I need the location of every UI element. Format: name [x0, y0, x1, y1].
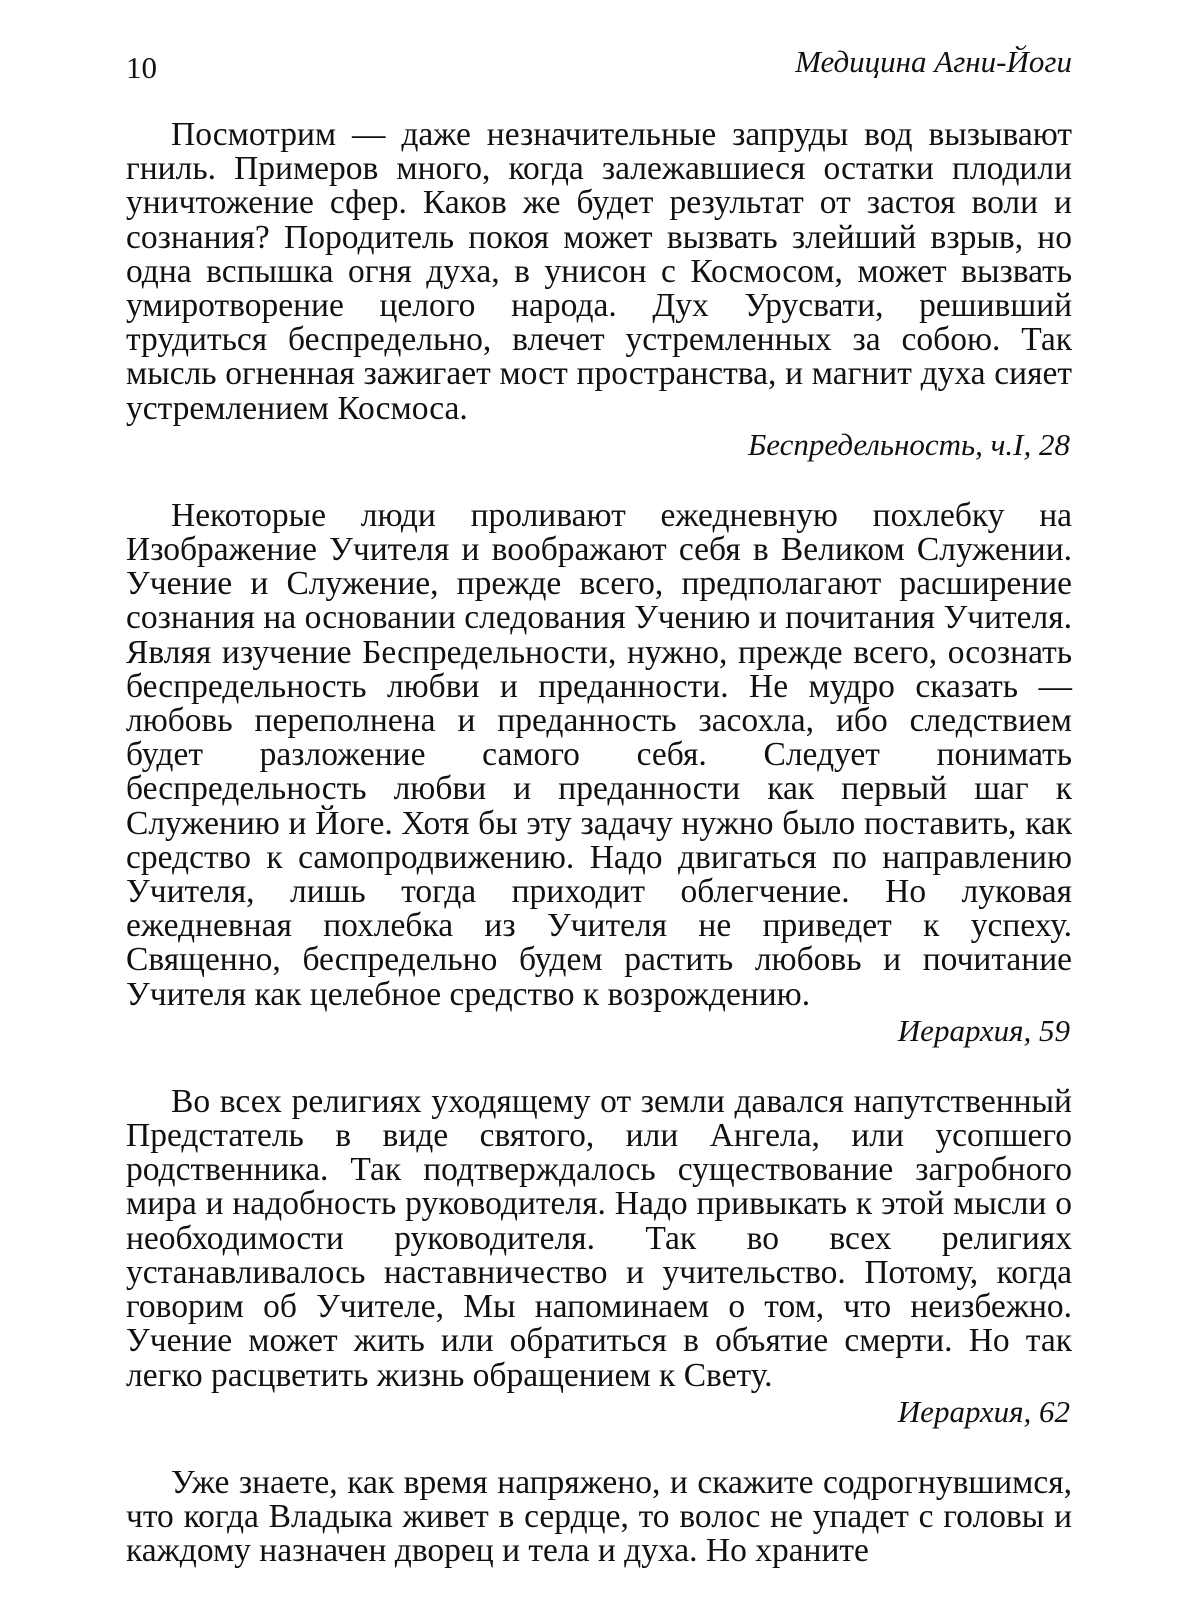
page-header [126, 44, 1072, 88]
passage [126, 1463, 1072, 1570]
passage-gap [126, 1430, 1072, 1466]
passage-text: Некоторые люди проливают ежедневную похлебку на Изображение Учителя и воображают себя в Великом Служении. Учение и Служение, прежде всего, предполагают расширение сознания на основании следования Учению и почитания Учителя. Являя изучение Беспредельности, нужно, прежде всего, осознать беспредельность любви и преданности. Не мудро сказать — любовь переполнена и преданность засохла, ибо следствием будет разложение самого себя. Следует понимать беспредельность любви и преданности как первый шаг к Служению и Йоге. Хотя бы эту задачу нужно было поставить, как средство к самопродвижению. Надо двигаться по направлению Учителя, лишь тогда приходит облегчение. Но луковая ежедневная похлебка из Учителя не приведет к успеху. Священно, беспредельно будем растить любовь и почитание Учителя как целебное средство к возрождению. [126, 496, 1072, 1013]
passage [126, 1082, 1072, 1430]
passage-text: Уже знаете, как время напряжено, и скажите содрогнувшимся, что когда Владыка живет в сердце, то волос не упадет с головы и каждому назначен дворец и тела и духа. Но храните [126, 1463, 1072, 1570]
page-number: 10 [126, 50, 157, 85]
passage-text: Посмотрим — даже незначительные запруды вод вызывают гниль. Примеров много, когда залежавшиеся остатки плодили уничтожение сфер. Каков же будет результат от застоя воли и сознания? Породитель покоя может вызвать злейший взрыв, но одна вспышка огня духа, в унисон с Космосом, может вызвать умиротворение целого народа. Дух Урусвати, решивший трудиться беспредельно, влечет устремленных за собою. Так мысль огненная зажигает мост пространства, и магнит духа сияет устремлением Космоса. [126, 116, 1072, 427]
page-body [126, 118, 1072, 1568]
passage-source: Иерархия, 59 [897, 1012, 1070, 1048]
passage-text: Во всех религиях уходящему от земли давался напутственный Предстатель в виде святого, или Ангела, или усопшего родственника. Так подтверждалось существование загробного мира и надобность руководителя. Надо привыкать к этой мысли о необходимости руководителя. Так во всех религиях устанавливалось наставничество и учительство. Потому, когда говорим об Учителе, Мы напоминаем о том, что неизбежно. Учение может жить или обратиться в объятие смерти. Но так легко расцветить жизнь обращением к Свету. [126, 1082, 1072, 1394]
passage-source: Иерархия, 62 [897, 1393, 1070, 1429]
running-title: Медицина Агни-Йоги [795, 44, 1072, 79]
passage [126, 496, 1072, 1049]
passage-source: Беспредельность, ч.I, 28 [747, 426, 1070, 462]
passage-gap [126, 463, 1072, 499]
passage [126, 118, 1072, 463]
passage-gap [126, 1049, 1072, 1085]
